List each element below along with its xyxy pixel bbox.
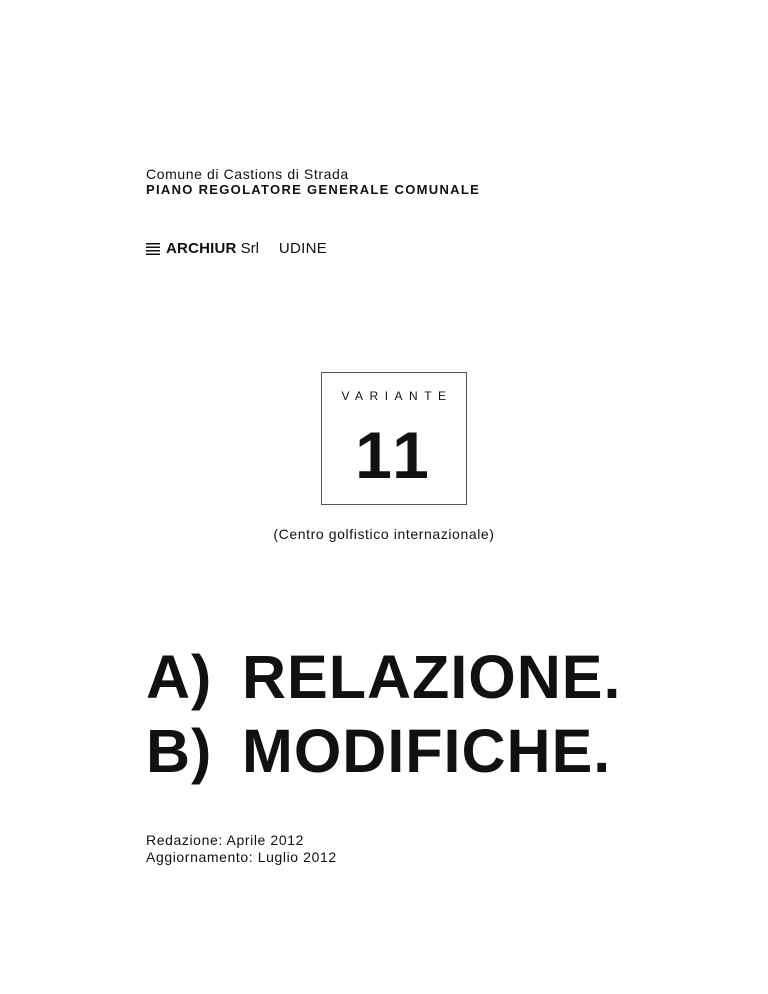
section-marker: B) <box>146 717 213 785</box>
section-title: MODIFICHE. <box>242 717 612 785</box>
drafting-date: Redazione: Aprile 2012 <box>146 832 304 848</box>
variant-number: 11 <box>355 418 433 492</box>
variant-box <box>321 372 467 505</box>
stacked-lines-icon <box>146 242 160 256</box>
update-date: Aggiornamento: Luglio 2012 <box>146 849 337 865</box>
variant-label: VARIANTE <box>341 389 453 403</box>
municipality-name: Comune di Castions di Strada <box>146 166 349 182</box>
variant-subtitle: (Centro golfistico internazionale) <box>273 526 495 542</box>
section-b <box>146 714 621 788</box>
plan-title: PIANO REGOLATORE GENERALE COMUNALE <box>146 182 481 197</box>
document-sections <box>146 640 621 788</box>
studio-city: UDINE <box>278 240 328 257</box>
section-marker: A) <box>146 643 213 711</box>
studio-credit <box>146 240 327 257</box>
document-dates <box>146 832 337 866</box>
studio-name: ARCHIUR <box>166 240 237 257</box>
document-header <box>146 166 480 198</box>
section-title: RELAZIONE. <box>242 643 622 711</box>
studio-type: Srl <box>240 240 259 257</box>
section-a <box>146 640 621 714</box>
